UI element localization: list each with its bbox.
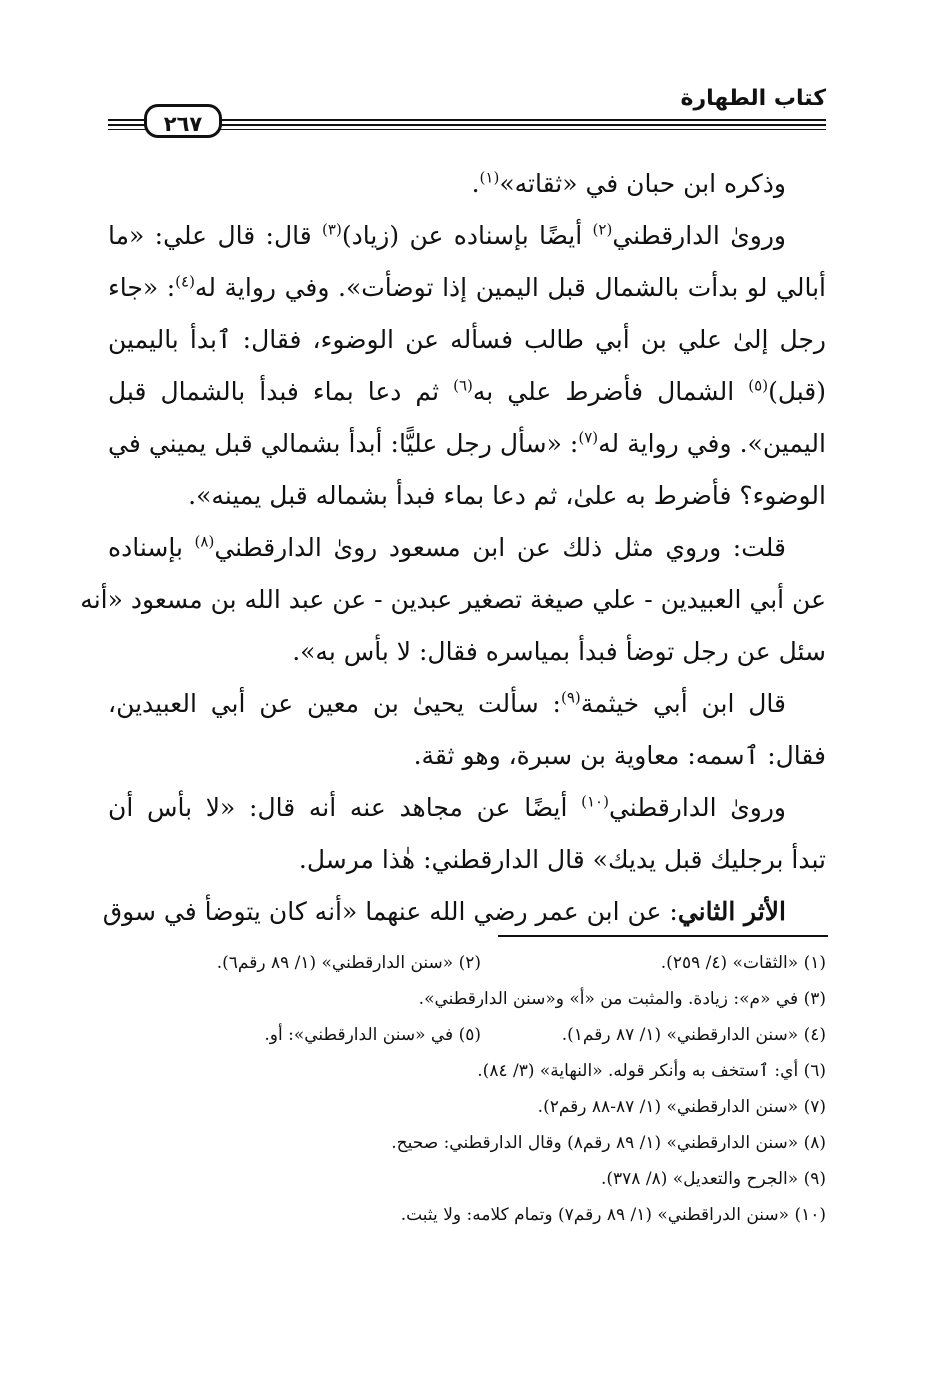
main-text bbox=[80, 158, 826, 938]
footnote: (٧) «سنن الدارقطني» (١/ ٨٧-٨٨ رقم٢). bbox=[537, 1097, 826, 1117]
page-number: ٢٦٧ bbox=[144, 104, 222, 138]
footnotes bbox=[108, 945, 826, 1233]
text-line: وذكره ابن حبان في «ثقاته»$^{(١)}$. bbox=[471, 168, 786, 198]
footnote-ref: (٨) bbox=[194, 532, 215, 551]
footnote: (٣) في «م»: زيادة. والمثبت من «أ» و«سنن الدارقطني». bbox=[418, 989, 826, 1009]
footnote: (٢) «سنن الدارقطني» (١/ ٨٩ رقم٦). bbox=[216, 953, 481, 973]
text-line: وروىٰ الدارقطني$^{(٢)}$ أيضًا بإسناده عن (زياد)$^{(٣)}$ قال: قال علي: «ما bbox=[108, 220, 787, 250]
footnote-ref: (٩) bbox=[560, 688, 581, 707]
footnote-ref: (٦) bbox=[453, 376, 473, 395]
footnote-row bbox=[108, 1017, 826, 1053]
text-line: (قبل)$^{(٥)}$ الشمال فأضرط علي به$^{(٦)}$ ثم دعا بماء فبدأ بالشمال قبل bbox=[108, 376, 826, 406]
page-header bbox=[108, 86, 826, 134]
section-heading: الأثر الثاني bbox=[677, 897, 786, 926]
text-line: فقال: ٱسمه: معاوية بن سبرة، وهو ثقة. bbox=[413, 741, 826, 770]
footnote-ref: (٤) bbox=[175, 272, 195, 291]
text-line: قلت: وروي مثل ذلك عن ابن مسعود روىٰ الدارقطني$^{(٨)}$ بإسناده bbox=[108, 532, 786, 562]
text-line: رجل إلىٰ علي بن أبي طالب فسأله عن الوضوء، فقال: ٱبدأ باليمين bbox=[108, 325, 826, 354]
text-line: قال ابن أبي خيثمة$^{(٩)}$: سألت يحيىٰ بن معين عن أبي العبيدين، bbox=[108, 688, 786, 718]
text-line: تبدأ برجليك قبل يديك» قال الدارقطني: هٰذا مرسل. bbox=[298, 845, 826, 874]
book-title: كتاب الطهارة bbox=[680, 86, 826, 111]
footnote-ref: (١) bbox=[479, 168, 500, 187]
footnote: (١) «الثقات» (٤/ ٢٥٩). bbox=[660, 953, 826, 973]
footnote-ref: (١٠) bbox=[581, 792, 609, 811]
text-line: سئل عن رجل توضأ فبدأ بمياسره فقال: لا بأس به». bbox=[292, 637, 826, 666]
footnote-ref: (٢) bbox=[592, 220, 613, 239]
footnote-row bbox=[108, 945, 826, 981]
footnote: (٦) أي: ٱستخف به وأنكر قوله. «النهاية» (٣/ ٨٤). bbox=[477, 1061, 826, 1081]
footnote-separator bbox=[498, 935, 828, 937]
footnote: (١٠) «سنن الدراقطني» (١/ ٨٩ رقم٧) وتمام كلامه: ولا يثبت. bbox=[400, 1205, 826, 1225]
footnote-ref: (٧) bbox=[578, 428, 599, 447]
footnote: (٤) «سنن الدارقطني» (١/ ٨٧ رقم١). bbox=[561, 1025, 826, 1045]
footnote: (٥) في «سنن الدارقطني»: أو. bbox=[264, 1025, 481, 1045]
text-line: وروىٰ الدارقطني$^{(١٠)}$ أيضًا عن مجاهد عنه أنه قال: «لا بأس أن bbox=[108, 792, 786, 822]
footnote-ref: (٥) bbox=[748, 376, 769, 395]
text-line: أبالي لو بدأت بالشمال قبل اليمين إذا توضأت». وفي رواية له$^{(٤)}$: «جاء bbox=[108, 272, 826, 302]
text-line: اليمين». وفي رواية له$^{(٧)}$: «سأل رجل عليًّا: أبدأ بشمالي قبل يميني في bbox=[108, 428, 826, 458]
footnote: (٩) «الجرح والتعديل» (٨/ ٣٧٨). bbox=[601, 1169, 826, 1189]
text-line: عن أبي العبيدين - علي صيغة تصغير عبدين - عن عبد الله بن مسعود «أنه bbox=[80, 585, 826, 614]
text-line: الوضوء؟ فأضرط به علىٰ، ثم دعا بماء فبدأ بشماله قبل يمينه». bbox=[188, 481, 826, 510]
footnote: (٨) «سنن الدارقطني» (١/ ٨٩ رقم٨) وقال الدارقطني: صحيح. bbox=[391, 1133, 826, 1153]
footnote-ref: (٣) bbox=[322, 220, 342, 239]
text-line: الأثر الثاني: عن ابن عمر رضي الله عنهما «أنه كان يتوضأ في سوق bbox=[102, 897, 786, 926]
